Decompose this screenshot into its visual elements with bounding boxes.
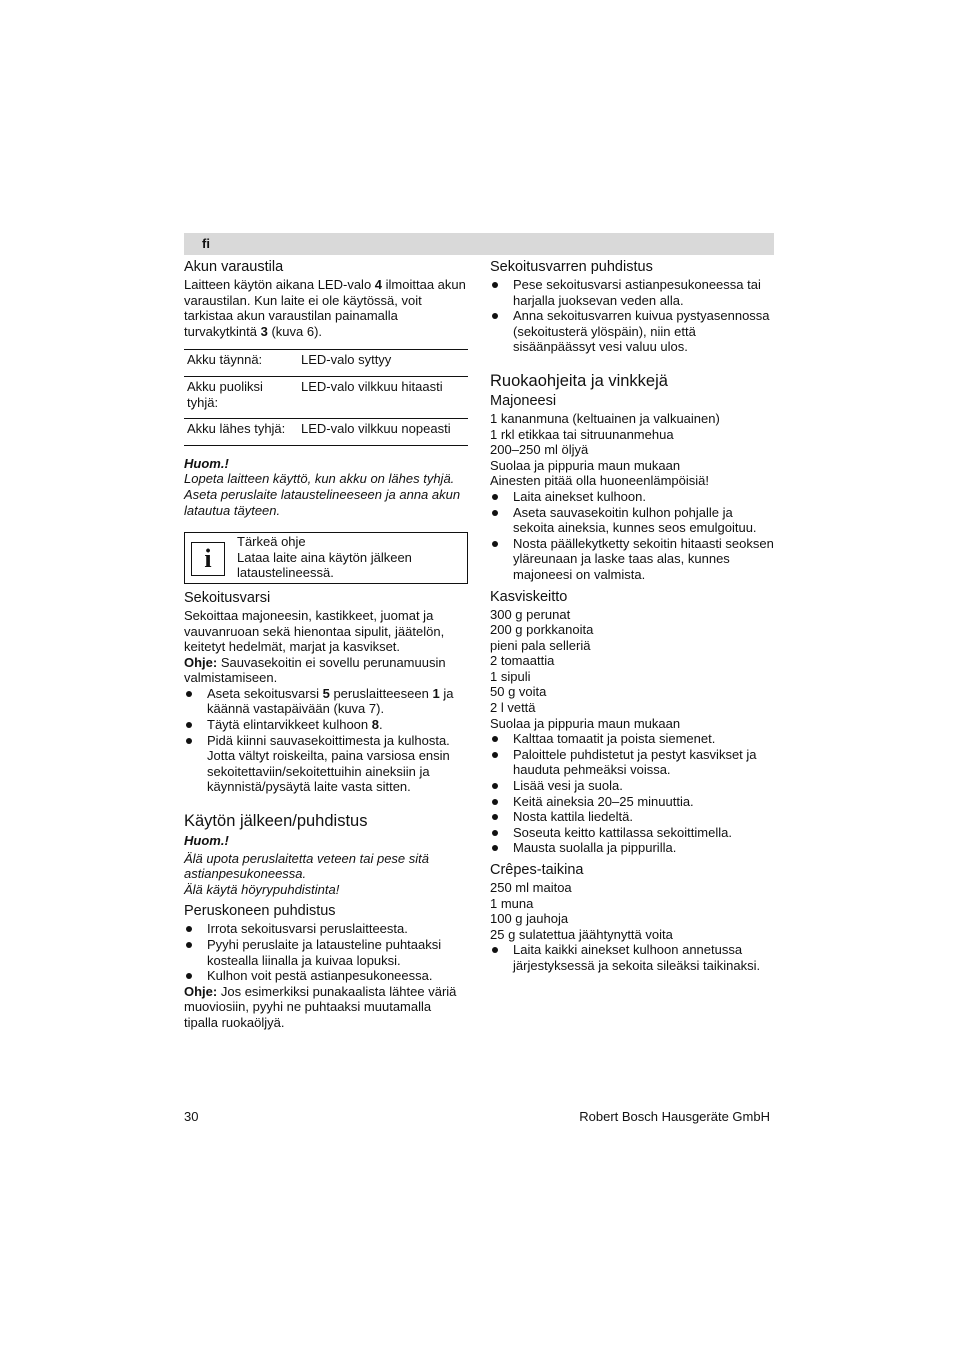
sekoitusvarsi-text: Sekoittaa majoneesin, kastikkeet, juomat ja vauvanruoan sekä hienontaa sipulit, jäätelön, keitetyt hedelmät, marjat ja kasvikset.: [184, 607, 445, 655]
ingredient-line: 1 rkl etikkaa tai sitruunanmehua: [490, 426, 674, 442]
table-row: [184, 419, 468, 446]
akku-paragraph: Laitteen käytön aikana LED-valo 4 ilmoittaa akun varaustilan. Kun laite ei ole käytössä, voit tarkistaa akun varaustilan painamalla turvakytkintä 3 (kuva 6).: [184, 277, 466, 339]
list-item: Irrota sekoitusvarsi peruslaitteesta.: [184, 921, 468, 937]
ingredient-line: 250 ml maitoa: [490, 880, 572, 895]
table-cell: LED-valo vilkkuu nopeasti: [298, 419, 468, 446]
list-item: Keitä aineksia 20–25 minuuttia.: [490, 794, 774, 810]
language-code: fi: [202, 236, 210, 251]
sekoitusvarsi-tip: Ohje: Sauvasekoitin ei sovellu perunamuusin valmistamiseen.: [184, 654, 446, 686]
ingredient-line: 100 g jauhoja: [490, 911, 569, 927]
section-title-kayton-jalkeen: Käytön jälkeen/puhdistus: [184, 812, 368, 831]
right-column: [490, 259, 774, 974]
list-item: Nosta päällekytketty sekoitin hitaasti seoksen yläreunaan ja laske taas alas, kunnes majoneesi on valmista.: [490, 536, 774, 583]
list-item: Täytä elintarvikkeet kulhoon 8.: [184, 717, 468, 733]
battery-status-table: [184, 349, 468, 445]
ingredient-line: 2 tomaattia: [490, 653, 555, 669]
list-item: Mausta suolalla ja pippurilla.: [490, 840, 774, 856]
ingredient-line: 200–250 ml öljyä: [490, 442, 589, 458]
section-title-sekoitusvarsi: Sekoitusvarsi: [184, 589, 271, 606]
ingredient-line: 2 l vettä: [490, 700, 536, 716]
majoneesi-steps: [490, 489, 774, 583]
table-cell: LED-valo syttyy: [298, 350, 468, 377]
ingredient-line: 25 g sulatettua jäähtynyttä voita: [490, 926, 673, 942]
crepes-steps: [490, 942, 774, 973]
page-number: 30: [184, 1109, 199, 1124]
peruskone-tip: Ohje: Jos esimerkiksi punakaalista lähtee väriä muoviosiin, pyyhi ne puhtaaksi muutamalla tipalla ruokaöljyä.: [184, 983, 457, 1030]
table-cell: Akku lähes tyhjä:: [184, 419, 298, 446]
ingredient-line: 300 g perunat: [490, 606, 571, 622]
language-bar: [184, 233, 774, 255]
ingredient-line: Suolaa ja pippuria maun mukaan: [490, 457, 681, 473]
footer-company: Robert Bosch Hausgeräte GmbH: [579, 1109, 770, 1124]
section-title-akun-varaustila: Akun varaustila: [184, 259, 284, 275]
left-column: [184, 259, 468, 1031]
list-item: Kulhon voit pestä astianpesukoneessa.: [184, 968, 468, 984]
list-item: Anna sekoitusvarren kuivua pystyasennossa (sekoitusterä ylöspäin), niin että sisäänpäässyt vesi valuu ulos.: [490, 308, 774, 355]
note-text: Älä käytä höyrypuhdistinta!: [184, 881, 340, 897]
recipe-title-crepes: Crêpes-taikina: [490, 862, 584, 878]
list-item: Laita ainekset kulhoon.: [490, 489, 774, 505]
list-item: Paloittele puhdistetut ja pestyt kasvikset ja hauduta pehmeäksi voissa.: [490, 747, 774, 778]
list-item: Soseuta keitto kattilassa sekoittimella.: [490, 825, 774, 841]
ingredient-line: 1 muna: [490, 895, 534, 911]
sekoitusvarsi-steps: [184, 686, 468, 795]
table-cell: Akku puoliksi tyhjä:: [184, 376, 298, 418]
table-cell: LED-valo vilkkuu hitaasti: [298, 376, 468, 418]
ingredient-line: 1 sipuli: [490, 668, 531, 684]
note-text: Lopeta laitteen käyttö, kun akku on lähes tyhjä. Aseta peruslaite lataustelineeseen ja anna akun latautua täyteen.: [184, 471, 461, 518]
section-title-sekoitusvarren-puhdistus: Sekoitusvarren puhdistus: [490, 259, 653, 275]
sekoitusvarsi-cleaning-steps: [490, 277, 774, 355]
section-title-peruskoneen-puhdistus: Peruskoneen puhdistus: [184, 903, 336, 920]
info-icon: i: [191, 542, 225, 576]
table-row: [184, 376, 468, 418]
list-item: Nosta kattila liedeltä.: [490, 809, 774, 825]
note-heading: Huom.!: [184, 833, 229, 849]
section-title-ruokaohjeita: Ruokaohjeita ja vinkkejä: [490, 371, 668, 390]
list-item: Kalttaa tomaatit ja poista siemenet.: [490, 731, 774, 747]
table-row: [184, 350, 468, 377]
note-text: Älä upota peruslaitetta veteen tai pese sitä astianpesukoneessa.: [184, 850, 429, 882]
recipe-title-kasviskeitto: Kasviskeitto: [490, 588, 568, 605]
important-note-text: Lataa laite aina käytön jälkeen lataustelineessä.: [237, 549, 412, 581]
list-item: Pidä kiinni sauvasekoittimesta ja kulhosta. Jotta vältyt roiskeilta, paina varsiosa ensin sekoitettaviin/sekoitettuihin aineksiin ja käynnistä/pysäytä laite vasta sitten.: [184, 733, 468, 795]
ingredient-line: 200 g porkkanoita: [490, 622, 594, 638]
list-item: Laita kaikki ainekset kulhoon annetussa järjestyksessä ja sekoita sileäksi taikinaksi.: [490, 942, 774, 973]
list-item: Pese sekoitusvarsi astianpesukoneessa tai harjalla juoksevan veden alla.: [490, 277, 774, 308]
note-heading: Huom.!: [184, 455, 229, 471]
recipe-title-majoneesi: Majoneesi: [490, 392, 557, 409]
list-item: Pyyhi peruslaite ja latausteline puhtaaksi kostealla liinalla ja kuivaa lopuksi.: [184, 937, 468, 968]
list-item: Lisää vesi ja suola.: [490, 778, 774, 794]
list-item: Aseta sekoitusvarsi 5 peruslaitteeseen 1 ja käännä vastapäivään (kuva 7).: [184, 686, 468, 717]
kasviskeitto-steps: [490, 731, 774, 856]
ingredient-line: 50 g voita: [490, 684, 547, 700]
ingredient-line: Ainesten pitää olla huoneenlämpöisiä!: [490, 473, 709, 489]
ingredient-line: 1 kananmuna (keltuainen ja valkuainen): [490, 410, 720, 426]
important-note-box: [184, 532, 468, 584]
table-cell: Akku täynnä:: [184, 350, 298, 377]
ingredient-line: pieni pala selleriä: [490, 637, 591, 653]
list-item: Aseta sauvasekoitin kulhon pohjalle ja sekoita aineksia, kunnes seos emulgoituu.: [490, 505, 774, 536]
ingredient-line: Suolaa ja pippuria maun mukaan: [490, 715, 681, 731]
peruskone-steps: [184, 921, 468, 983]
important-note-title: Tärkeä ohje: [237, 534, 306, 550]
